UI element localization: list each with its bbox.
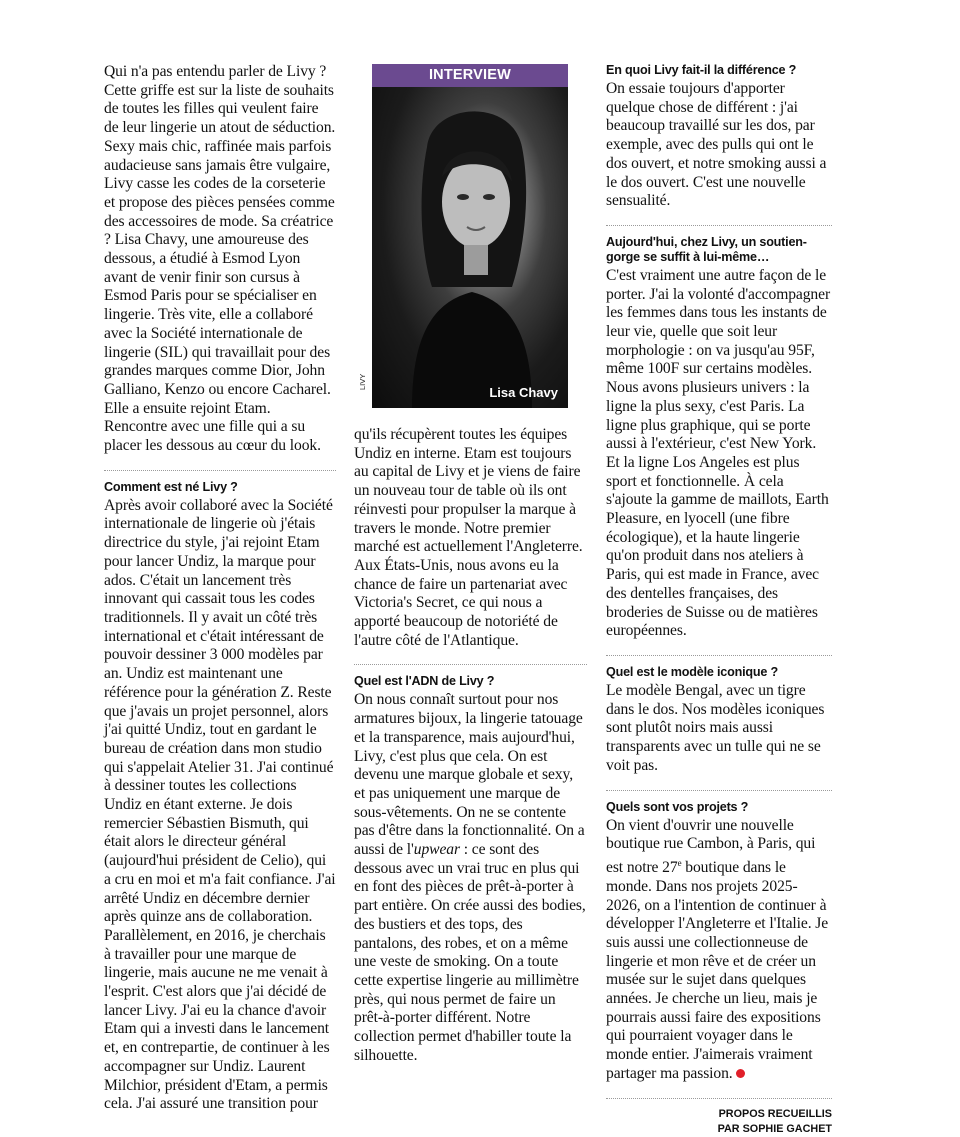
answer-text: On nous connaît surtout pour nos armatures bijoux, la lingerie tatouage et la transparence, mais aujourd'hui, Livy, c'est plus que cela. On est devenu une marque globale et sexy, et pas uniquement une marque de sous-vêtements. On ne se contente pas d'être dans la fonctionnalité. On a aussi de l' — [354, 691, 585, 859]
section-divider — [606, 225, 832, 226]
ordinal-suffix: e — [677, 857, 682, 868]
answer-paragraph: On essaie toujours d'apporter quelque chose de différent : j'ai beaucoup travaillé sur les dos, par exemple, avec des pulls qui ont le dos ouvert, et notre smoking aussi a le dos ouvert. C'est une nouvelle sensualité. — [606, 80, 827, 210]
section-divider — [104, 470, 336, 471]
answer-paragraph-continued: qu'ils récupèrent toutes les équipes Undiz en interne. Etam est toujours au capital de Livy et je viens de faire un nouveau tour de table où ils ont réinvesti pour propulser la marque à travers le monde. Notre premier marché est actuellement l'Angleterre. Aux États-Unis, nous avons eu la chance de faire un partenariat avec Victoria's Secret, ce qui nous a apporté beaucoup de notoriété de l'autre côté de l'Atlantique. — [354, 426, 583, 649]
end-mark-dot — [736, 1069, 745, 1078]
photo-caption: Lisa Chavy — [489, 385, 558, 400]
portrait-figure — [372, 64, 568, 408]
section-divider — [606, 655, 832, 656]
question-heading: Quel est le modèle iconique ? — [606, 664, 778, 679]
intro-paragraph: Qui n'a pas entendu parler de Livy ? Cette griffe est sur la liste de souhaits de toutes les filles qui veulent faire de leur lingerie un atout de séduction. Sexy mais chic, raffinée mais parfois audacieuse sans jamais être vulgaire, Livy casse les codes de la corseterie et propose des pièces pensées comme des accessoires de mode. Sa créatrice ? Lisa Chavy, une amoureuse des dessous, a étudié à Esmod Lyon avant de venir finir son cursus à Esmod Paris pour se spécialiser en lingerie. Très vite, elle a collaboré avec la Société internationale de lingerie (SIL) qui travaillait pour des grandes marques comme Dior, John Galliano, Kenzo ou encore Cacharel. Elle a ensuite rejoint Etam. Rencontre avec une fille qui a su placer les dessous au cœur du look. — [104, 63, 336, 455]
interview-banner: INTERVIEW — [372, 64, 568, 87]
question-heading: En quoi Livy fait-il la différence ? — [606, 63, 797, 77]
section-divider — [606, 790, 832, 791]
section-divider — [354, 664, 587, 665]
answer-text: On vient d'ouvrir une nouvelle boutique rue Cambon, à Paris, qui est notre 27 — [606, 816, 816, 877]
column-1 — [104, 63, 336, 1114]
column-2 — [354, 426, 587, 1066]
byline-divider — [606, 1098, 832, 1099]
byline-line-2: PAR SOPHIE GACHET — [717, 1122, 832, 1135]
column-3 — [606, 63, 832, 1137]
question-heading: Aujourd'hui, chez Livy, un soutien-gorge se suffit à lui-même… — [606, 234, 807, 264]
portrait-photo — [372, 87, 568, 408]
question-heading: Quels sont vos projets ? — [606, 799, 749, 814]
answer-text: boutique dans le monde. Dans nos projets 2025-2026, on a l'intention de continuer à développer l'Angleterre et l'Italie. Je suis aussi une collectionneuse de lingerie et mon rêve et de créer un musée sur le sujet dans quelques années. Je cherche un lieu, mais je pourrais aussi faire des expositions qui pourraient voyager dans le monde entier. J'aimerais vraiment partager ma passion. — [606, 859, 829, 1082]
portrait-silhouette — [372, 87, 568, 408]
answer-text: : ce sont des dessous avec un vrai truc en plus qui en font des pièces de prêt-à-porter à part entière. On crée aussi des bodies, des bustiers et des tops, des pantalons, des robes, et on a même une veste de smoking. On a toute cette expertise lingerie au millimètre près, qui nous permet de faire un prêt-à-porter différent. Notre collection permet d'habiller toute la silhouette. — [354, 841, 586, 1064]
answer-paragraph: C'est vraiment une autre façon de le porter. J'ai la volonté d'accompagner les femmes dans tous les instants de leur vie, quelle que soit leur morphologie : on va jusqu'au 95F, même 100F sur certains modèles. Nous avons plusieurs univers : la ligne la plus sexy, c'est Paris. La ligne plus graphique, qui se porte aussi à l'extérieur, c'est New York. Et la ligne Los Angeles est plus sport et fonctionnelle. À cela s'ajoute la gamme de maillots, Earth Pleasure, en lyocell (une fibre écologique), et la haute lingerie qu'on produit dans nos ateliers à Paris, qui est made in France, avec des dentelles françaises, des broderies de Suisse ou de matières européennes. — [606, 266, 831, 640]
question-heading: Quel est l'ADN de Livy ? — [354, 674, 495, 689]
byline-line-1: PROPOS RECUEILLIS — [718, 1107, 832, 1120]
question-heading: Comment est né Livy ? — [104, 479, 238, 494]
answer-paragraph — [606, 817, 832, 1084]
answer-paragraph: Après avoir collaboré avec la Société internationale de lingerie où j'étais directrice du style, j'ai rejoint Etam pour lancer Undiz, la marque pour ados. C'était un lancement très innovant qui cassait tous les codes traditionnels. Il y avait un côté très international et c'était intéressant de pouvoir dessiner 3 000 modèles par an. Undiz est maintenant une référence pour la génération Z. Reste que j'avais un projet personnel, alors j'ai quitté Undiz, tout en gardant le bureau de création dans mon studio qui s'appelait Atelier 31. J'ai continué à dessiner toutes les collections Undiz en étant externe. Je dois remercier Sébastien Bismuth, qui était alors le directeur général (aujourd'hui président de Celio), qui a cru en moi et m'a fait confiance. J'ai arrêté Undiz en décembre dernier après quinze ans de collaboration. Parallèlement, en 2016, je cherchais à travailler pour une marque de lingerie, mais aucune ne me venait à l'esprit. C'est alors que j'ai décidé de lancer Livy. J'ai eu la chance d'avoir Etam qui a investi dans le lancement et, en contrepartie, de continuer à les accompagner sur Undiz. Laurent Milchior, président d'Etam, a permis cela. J'ai assuré une transition pour — [104, 496, 336, 1113]
answer-italic-term: upwear — [413, 841, 460, 859]
answer-paragraph: Le modèle Bengal, avec un tigre dans le dos. Nos modèles iconiques sont plutôt noirs mais aussi transparents avec un tulle qui ne se voit pas. — [606, 681, 825, 774]
answer-paragraph — [354, 691, 587, 1065]
photo-credit: LIVY — [358, 373, 367, 390]
